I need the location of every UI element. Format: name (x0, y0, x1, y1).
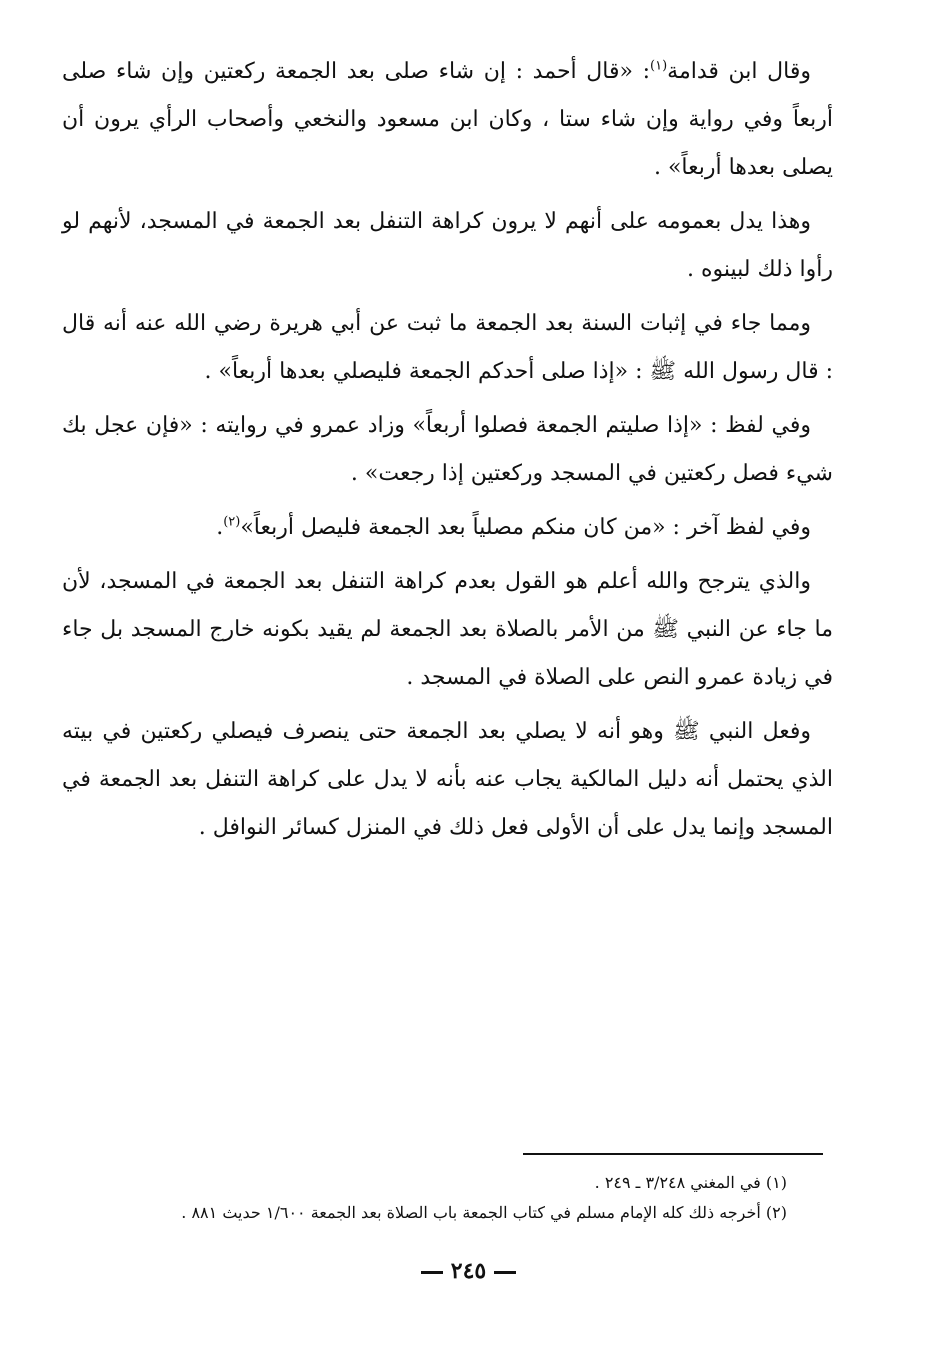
footnote-divider (523, 1153, 823, 1155)
paragraph-text: وقال ابن قدامة (667, 59, 811, 84)
main-text (62, 48, 833, 858)
footnote-marker-1: (١) (650, 58, 668, 74)
paragraph-preferred-view: والذي يترجح والله أعلم هو القول بعدم كراهة التنفل بعد الجمعة في المسجد، لأن ما جاء عن النبي ﷺ من الأمر بالصلاة بعد الجمعة لم يقيد بكونه خارج المسجد بل جاء في زيادة عمرو النص على الصلاة في المسجد . (62, 569, 833, 690)
paragraph-text: : «قال أحمد : إن شاء صلى بعد الجمعة ركعتين وإن شاء صلى أربعاً وفي رواية وإن شاء ستا ، وكان ابن مسعود والنخعي وأصحاب الرأي يرون أن يصلى بعدها أربعاً» . (62, 59, 833, 180)
footnote-marker-2: (٢) (223, 514, 241, 530)
paragraph-prophet-practice: وفعل النبي ﷺ وهو أنه لا يصلي بعد الجمعة حتى ينصرف فيصلي ركعتين في بيته الذي يحتمل أنه دليل المالكية يجاب عنه بأنه لا يدل على كراهة التنفل بعد الجمعة في المسجد وإنما يدل على أن الأولى فعل ذلك في المنزل كسائر النوافل . (62, 719, 833, 840)
paragraph-text: وفي لفظ آخر : «من كان منكم مصلياً بعد الجمعة فليصل أربعاً» (240, 515, 811, 540)
paragraph-abu-hurairah: ومما جاء في إثبات السنة بعد الجمعة ما ثبت عن أبي هريرة رضي الله عنه أنه قال : قال رسول الله ﷺ : «إذا صلى أحدكم الجمعة فليصلي بعدها أربعاً» . (62, 311, 833, 384)
paragraph-narration-wording: وفي لفظ : «إذا صليتم الجمعة فصلوا أربعاً» وزاد عمرو في روايته : «فإن عجل بك شيء فصل ركعتين في المسجد وركعتين إذا رجعت» . (62, 413, 833, 486)
paragraph-text: . (216, 515, 224, 540)
paragraph-generality: وهذا يدل بعمومه على أنهم لا يرون كراهة التنفل بعد الجمعة في المسجد، لأنهم لو رأوا ذلك لبينوه . (62, 209, 833, 282)
paragraph-ibn-qudama (62, 48, 833, 192)
page-number (0, 1258, 937, 1284)
page-number-dash (421, 1271, 443, 1274)
footnotes (100, 1168, 787, 1228)
paragraph-other-wording (62, 504, 833, 552)
footnote-1: (١) في المغني ٣/٢٤٨ ـ ٢٤٩ . (594, 1173, 787, 1192)
page-number-value: ٢٤٥ (450, 1258, 487, 1284)
page-number-dash (494, 1271, 516, 1274)
footnote-2: (٢) أخرجه ذلك كله الإمام مسلم في كتاب الجمعة باب الصلاة بعد الجمعة ١/٦٠٠ حديث ٨٨١ . (181, 1203, 787, 1222)
